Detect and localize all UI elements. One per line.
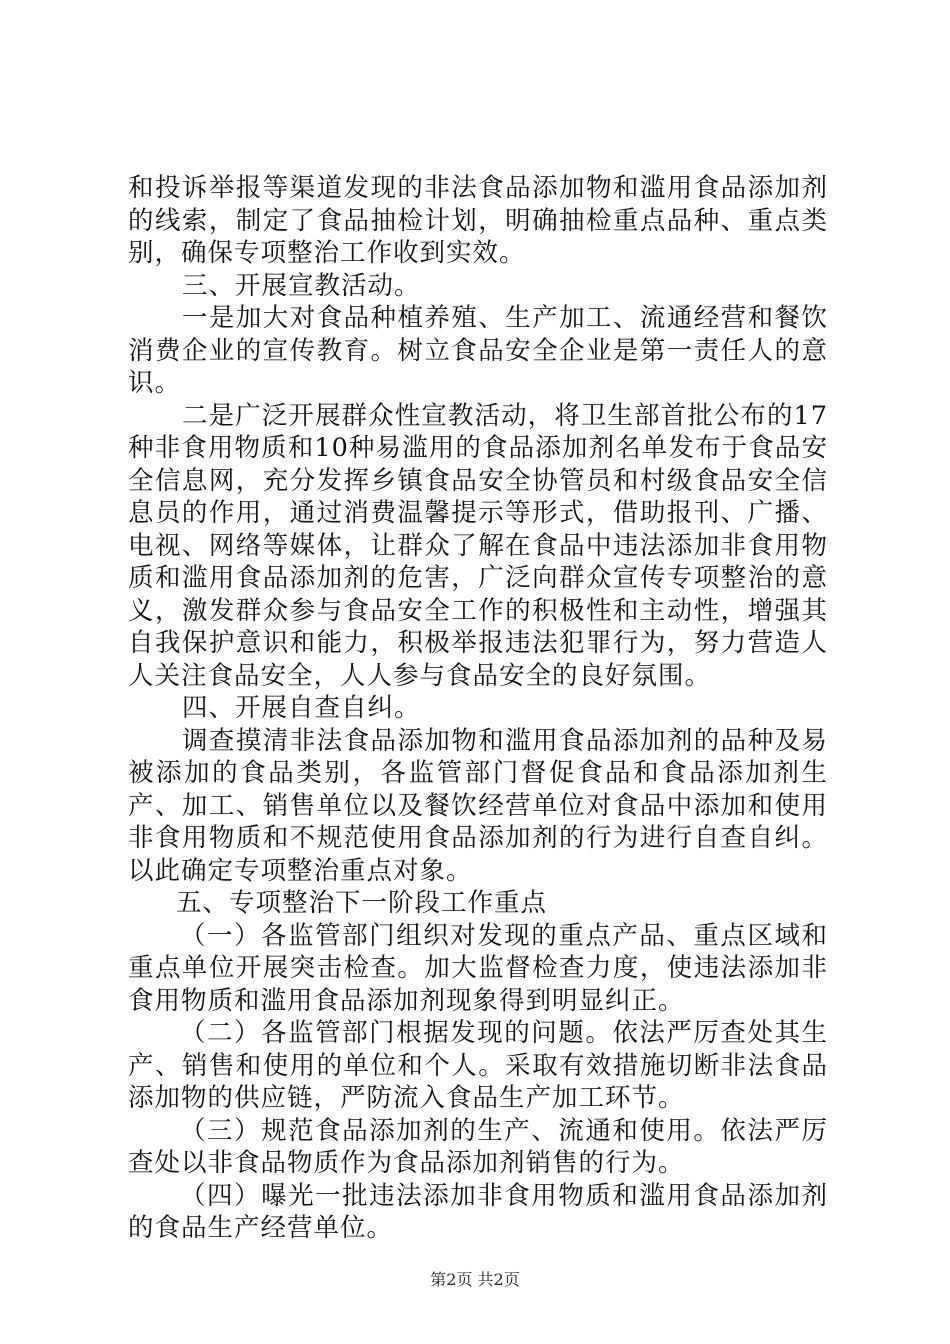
paragraph-item-4: （四）曝光一批违法添加非食用物质和滥用食品添加剂的食品生产经营单位。 — [128, 1180, 828, 1243]
paragraph-self-inspection: 调查摸清非法食品添加物和滥用食品添加剂的品种及易被添加的食品类别，各监管部门督促食品和食品添加剂生产、加工、销售单位以及餐饮经营单位对食品中添加和使用非食用物质和不规范使用食品添加剂的行为进行自查自纠。以此确定专项整治重点对象。 — [128, 725, 828, 886]
section-heading-4: 四、开展自查自纠。 — [182, 693, 421, 723]
page-number-label: 第2页 共2页 — [430, 1270, 520, 1289]
section-heading-3: 三、开展宣教活动。 — [182, 270, 421, 301]
paragraph-continuation: 和投诉举报等渠道发现的非法食品添加物和滥用食品添加剂的线索，制定了食品抽检计划，明确抽检重点品种、重点类别，确保专项整治工作收到实效。 — [128, 173, 828, 268]
paragraph-publicity-1: 一是加大对食品种植养殖、生产加工、流通经营和餐饮消费企业的宣传教育。树立食品安全企业是第一责任人的意识。 — [128, 303, 828, 398]
paragraph-item-2: （二）各监管部门根据发现的问题。依法严厉查处其生产、销售和使用的单位和个人。采取有效措施切断非法食品添加物的供应链，严防流入食品生产加工环节。 — [128, 1018, 828, 1113]
paragraph-publicity-2: 二是广泛开展群众性宣教活动，将卫生部首批公布的17种非食用物质和10种易滥用的食品添加剂名单发布于食品安全信息网，充分发挥乡镇食品安全协管员和村级食品安全信息员的作用，通过消费温馨提示等形式，借助报刊、广播、电视、网络等媒体，让群众了解在食品中违法添加非食用物质和滥用食品添加剂的危害，广泛向群众宣传专项整治的意义，激发群众参与食品安全工作的积极性和主动性，增强其自我保护意识和能力，积极举报违法犯罪行为，努力营造人人关注食品安全，人人参与食品安全的良好氛围。 — [128, 400, 828, 691]
page-footer — [0, 1270, 950, 1290]
paragraph-item-1: （一）各监管部门组织对发现的重点产品、重点区域和重点单位开展突击检查。加大监督检查力度，使违法添加非食用物质和滥用食品添加剂现象得到明显纠正。 — [128, 920, 828, 1016]
paragraph-item-3: （三）规范食品添加剂的生产、流通和使用。依法严厉查处以非食品物质作为食品添加剂销售的行为。 — [128, 1115, 828, 1178]
document-body — [128, 172, 828, 1245]
section-heading-5: 五、专项整治下一阶段工作重点 — [176, 888, 548, 918]
